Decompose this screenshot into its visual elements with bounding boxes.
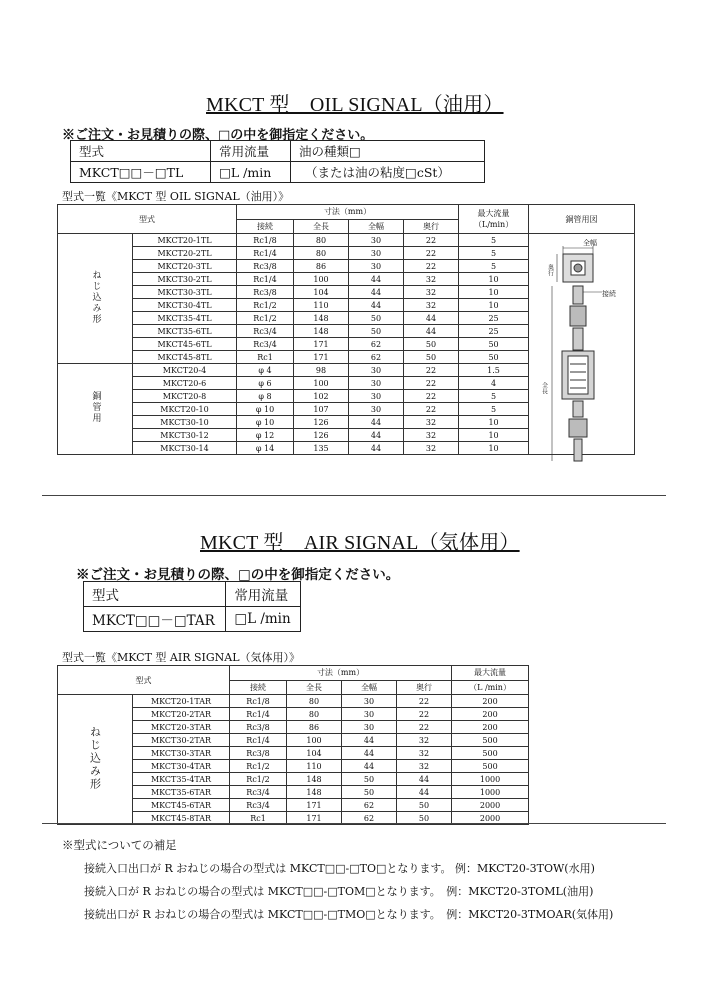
drawing-label-depth: 奥行 [546,264,554,276]
oil-cell-model: MKCT30-10 [133,416,237,429]
oil-cell-width: 30 [349,390,404,403]
air-head-flow-unit: （L /min） [452,680,529,695]
air-cell-width: 50 [342,786,397,799]
oil-spec-form [70,140,485,183]
notes-divider [42,823,666,824]
oil-cell-flow: 10 [459,286,529,299]
air-cell-width: 44 [342,734,397,747]
oil-cell-flow: 4 [459,377,529,390]
air-group-screw [58,695,133,825]
oil-cell-flow: 5 [459,260,529,273]
oil-cell-length: 107 [294,403,349,416]
oil-cell-flow: 5 [459,234,529,247]
oil-cell-depth: 44 [404,312,459,325]
oil-cell-depth: 22 [404,364,459,377]
oil-cell-depth: 32 [404,442,459,455]
oil-cell-conn: φ 14 [237,442,294,455]
air-cell-conn: Rc3/8 [230,747,287,760]
air-cell-width: 44 [342,747,397,760]
oil-cell-width: 62 [349,338,404,351]
air-cell-length: 86 [287,721,342,734]
oil-cell-model: MKCT30-4TL [133,299,237,312]
oil-cell-width: 30 [349,403,404,416]
oil-list-caption: 型式一覧《MKCT 型 OIL SIGNAL（油用）》 [62,190,290,203]
oil-cell-depth: 32 [404,299,459,312]
oil-cell-model: MKCT35-4TL [133,312,237,325]
oil-cell-flow: 50 [459,351,529,364]
air-cell-conn: Rc1/2 [230,760,287,773]
air-cell-width: 30 [342,708,397,721]
air-cell-length: 100 [287,734,342,747]
notes-line-2: 接続入口が R おねじの場合の型式は MKCT□□-□TOM□となります。 例：MKCT20-3TOML(油用) [84,885,594,898]
oil-cell-width: 30 [349,364,404,377]
oil-cell-conn: φ 6 [237,377,294,390]
oil-head-dims: 寸法（mm） [237,205,459,220]
air-head-dims: 寸法（mm） [230,666,452,681]
oil-group-copper-label: 銅管用 [90,391,101,424]
air-cell-depth: 32 [397,760,452,773]
oil-cell-length: 104 [294,286,349,299]
oil-head-flow [459,205,529,234]
air-cell-length: 171 [287,799,342,812]
oil-cell-depth: 32 [404,429,459,442]
air-title: MKCT 型 AIR SIGNAL（気体用） [200,532,520,554]
oil-cell-flow: 10 [459,442,529,455]
oil-cell-width: 50 [349,312,404,325]
oil-cell-model: MKCT30-14 [133,442,237,455]
air-cell-flow: 500 [452,747,529,760]
air-cell-flow: 200 [452,708,529,721]
air-group-screw-label: ねじ込み形 [88,725,102,791]
air-model-table [57,665,529,825]
air-cell-model: MKCT45-6TAR [133,799,230,812]
air-cell-width: 30 [342,695,397,708]
oil-cell-depth: 22 [404,234,459,247]
oil-cell-depth: 22 [404,377,459,390]
drawing-label-conn: 接続 [602,290,616,298]
oil-group-screw [58,234,133,364]
oil-cell-conn: Rc1/4 [237,247,294,260]
oil-cell-flow: 5 [459,247,529,260]
oil-cell-conn: φ 10 [237,403,294,416]
air-cell-length: 171 [287,812,342,825]
oil-spec-head-flow: 常用流量 [211,141,291,162]
oil-cell-flow: 10 [459,273,529,286]
table-row [58,695,529,708]
oil-cell-width: 30 [349,247,404,260]
oil-cell-length: 102 [294,390,349,403]
oil-cell-flow: 10 [459,429,529,442]
air-cell-depth: 44 [397,786,452,799]
oil-cell-flow: 25 [459,312,529,325]
oil-cell-width: 30 [349,260,404,273]
air-cell-model: MKCT20-2TAR [133,708,230,721]
air-cell-flow: 500 [452,734,529,747]
air-cell-length: 104 [287,747,342,760]
air-cell-depth: 50 [397,812,452,825]
oil-cell-length: 100 [294,377,349,390]
oil-spec-val-oil: （または油の粘度□cSt） [291,162,485,183]
oil-group-copper [58,364,133,455]
oil-order-notice: ※ご注文・お見積りの際、□の中を御指定ください。 [62,128,374,143]
oil-cell-model: MKCT20-4 [133,364,237,377]
oil-cell-flow: 10 [459,416,529,429]
air-spec-form [83,581,301,632]
oil-cell-length: 110 [294,299,349,312]
oil-cell-flow: 5 [459,390,529,403]
oil-cell-conn: Rc1/2 [237,312,294,325]
oil-cell-length: 171 [294,338,349,351]
air-head-depth: 奥行 [397,680,452,695]
oil-cell-conn: Rc3/4 [237,325,294,338]
air-cell-conn: Rc1/4 [230,708,287,721]
copper-pipe-drawing [530,236,630,464]
air-cell-model: MKCT30-2TAR [133,734,230,747]
air-cell-length: 110 [287,760,342,773]
oil-cell-length: 80 [294,234,349,247]
air-cell-flow: 1000 [452,773,529,786]
oil-cell-model: MKCT30-12 [133,429,237,442]
notes-line-3: 接続出口が R おねじの場合の型式は MKCT□□-□TMO□となります。 例：MKCT20-3TMOAR(気体用) [84,908,614,921]
oil-cell-length: 148 [294,312,349,325]
air-cell-length: 148 [287,786,342,799]
air-cell-conn: Rc1 [230,812,287,825]
air-cell-model: MKCT35-4TAR [133,773,230,786]
section-divider [42,495,666,496]
air-spec-val-model: MKCT□□－□TAR [84,607,226,632]
oil-cell-depth: 22 [404,260,459,273]
oil-spec-val-model: MKCT□□－□TL [71,162,211,183]
drawing-label-length: 全長 [540,382,548,394]
air-cell-model: MKCT35-6TAR [133,786,230,799]
oil-cell-conn: Rc1 [237,351,294,364]
oil-cell-width: 30 [349,234,404,247]
oil-cell-flow: 10 [459,299,529,312]
air-cell-conn: Rc3/4 [230,799,287,812]
air-cell-depth: 32 [397,747,452,760]
air-spec-head-flow: 常用流量 [226,582,301,607]
oil-cell-length: 100 [294,273,349,286]
oil-cell-depth: 22 [404,390,459,403]
air-cell-depth: 22 [397,695,452,708]
oil-cell-depth: 50 [404,351,459,364]
oil-cell-flow: 1.5 [459,364,529,377]
oil-cell-conn: φ 12 [237,429,294,442]
oil-cell-depth: 22 [404,247,459,260]
air-head-width: 全幅 [342,680,397,695]
air-cell-model: MKCT20-1TAR [133,695,230,708]
oil-head-depth: 奥行 [404,219,459,234]
oil-cell-model: MKCT30-3TL [133,286,237,299]
oil-title: MKCT 型 OIL SIGNAL（油用） [206,94,504,116]
oil-cell-conn: Rc1/2 [237,299,294,312]
oil-head-drawing: 銅管用図 [529,205,635,234]
oil-group-screw-label: ねじ込み形 [90,269,101,325]
air-list-caption: 型式一覧《MKCT 型 AIR SIGNAL（気体用）》 [62,651,301,664]
notes-heading: ※型式についての補足 [62,838,177,852]
air-cell-conn: Rc1/8 [230,695,287,708]
oil-cell-conn: Rc3/8 [237,260,294,273]
oil-cell-model: MKCT20-10 [133,403,237,416]
air-cell-flow: 2000 [452,799,529,812]
air-cell-width: 30 [342,721,397,734]
air-cell-conn: Rc1/4 [230,734,287,747]
oil-cell-length: 80 [294,247,349,260]
oil-cell-width: 44 [349,416,404,429]
oil-cell-depth: 32 [404,416,459,429]
notes-line-1: 接続入口出口が R おねじの場合の型式は MKCT□□-□TO□となります。 例：MKCT20-3TOW(水用) [84,862,595,875]
oil-cell-width: 44 [349,299,404,312]
air-cell-conn: Rc1/2 [230,773,287,786]
air-cell-depth: 44 [397,773,452,786]
oil-cell-length: 126 [294,416,349,429]
oil-cell-depth: 32 [404,286,459,299]
air-spec-val-flow: □L /min [226,607,301,632]
oil-cell-model: MKCT20-2TL [133,247,237,260]
air-cell-length: 148 [287,773,342,786]
oil-cell-width: 30 [349,377,404,390]
oil-cell-width: 44 [349,273,404,286]
oil-cell-flow: 5 [459,403,529,416]
air-cell-depth: 50 [397,799,452,812]
oil-spec-val-flow: □L /min [211,162,291,183]
oil-cell-depth: 32 [404,273,459,286]
oil-spec-head-model: 型式 [71,141,211,162]
air-cell-conn: Rc3/8 [230,721,287,734]
air-cell-width: 62 [342,799,397,812]
oil-cell-width: 44 [349,429,404,442]
air-cell-flow: 2000 [452,812,529,825]
air-head-conn: 接続 [230,680,287,695]
air-cell-flow: 200 [452,695,529,708]
oil-cell-width: 44 [349,286,404,299]
air-cell-depth: 22 [397,708,452,721]
oil-cell-width: 50 [349,325,404,338]
oil-cell-model: MKCT45-6TL [133,338,237,351]
air-spec-head-model: 型式 [84,582,226,607]
oil-cell-model: MKCT45-8TL [133,351,237,364]
oil-cell-conn: φ 4 [237,364,294,377]
oil-cell-depth: 50 [404,338,459,351]
oil-spec-head-oil: 油の種類□ [291,141,485,162]
air-head-model: 型式 [58,666,230,695]
air-cell-flow: 1000 [452,786,529,799]
air-cell-model: MKCT30-4TAR [133,760,230,773]
air-cell-conn: Rc3/4 [230,786,287,799]
oil-head-width: 全幅 [349,219,404,234]
air-cell-width: 62 [342,812,397,825]
oil-cell-model: MKCT30-2TL [133,273,237,286]
oil-cell-conn: φ 8 [237,390,294,403]
oil-cell-conn: Rc3/4 [237,338,294,351]
air-cell-flow: 200 [452,721,529,734]
oil-cell-depth: 44 [404,325,459,338]
oil-cell-length: 126 [294,429,349,442]
air-head-length: 全長 [287,680,342,695]
air-cell-length: 80 [287,695,342,708]
air-cell-depth: 22 [397,721,452,734]
oil-cell-model: MKCT35-6TL [133,325,237,338]
oil-cell-flow: 50 [459,338,529,351]
oil-cell-model: MKCT20-1TL [133,234,237,247]
oil-head-model: 型式 [58,205,237,234]
air-cell-model: MKCT30-3TAR [133,747,230,760]
air-cell-width: 50 [342,773,397,786]
air-cell-flow: 500 [452,760,529,773]
air-cell-model: MKCT45-8TAR [133,812,230,825]
oil-cell-length: 135 [294,442,349,455]
air-order-notice: ※ご注文・お見積りの際、□の中を御指定ください。 [76,567,400,583]
oil-cell-model: MKCT20-8 [133,390,237,403]
oil-cell-conn: Rc3/8 [237,286,294,299]
oil-cell-length: 98 [294,364,349,377]
oil-cell-width: 62 [349,351,404,364]
oil-head-flow-label: 最大流量 [477,209,510,218]
oil-cell-model: MKCT20-3TL [133,260,237,273]
oil-cell-conn: Rc1/4 [237,273,294,286]
air-cell-width: 44 [342,760,397,773]
air-cell-depth: 32 [397,734,452,747]
oil-cell-model: MKCT20-6 [133,377,237,390]
oil-head-length: 全長 [294,219,349,234]
oil-head-flow-unit: （L/min） [473,220,514,229]
oil-cell-length: 86 [294,260,349,273]
drawing-label-width: 全幅 [583,239,597,247]
oil-cell-length: 148 [294,325,349,338]
oil-cell-width: 44 [349,442,404,455]
oil-cell-depth: 22 [404,403,459,416]
oil-cell-conn: φ 10 [237,416,294,429]
oil-cell-flow: 25 [459,325,529,338]
oil-head-conn: 接続 [237,219,294,234]
air-cell-model: MKCT20-3TAR [133,721,230,734]
oil-cell-length: 171 [294,351,349,364]
oil-cell-conn: Rc1/8 [237,234,294,247]
air-head-flow: 最大流量 [452,666,529,681]
air-cell-length: 80 [287,708,342,721]
